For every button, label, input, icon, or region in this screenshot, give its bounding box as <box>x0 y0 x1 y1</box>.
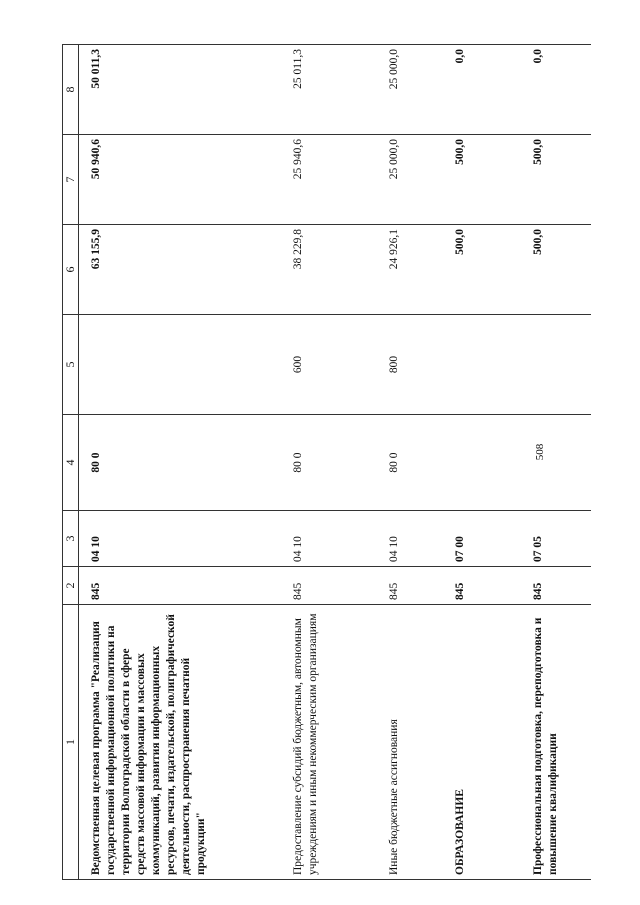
row-name: ОБРАЗОВАНИЕ <box>441 605 519 880</box>
rotated-table-container <box>62 45 617 880</box>
header-col-5: 5 <box>63 315 79 415</box>
header-col-7: 7 <box>63 135 79 225</box>
cell-amount-col7: 500,0 <box>519 135 591 225</box>
cell-section-code: 07 00 <box>441 511 519 567</box>
table-row <box>519 45 591 880</box>
row-name: Предоставление субсидий бюджетным, автономным учреждениям и иным некоммерческим организациям <box>279 605 375 880</box>
cell-target-code <box>519 415 591 511</box>
cell-amount-col6: 24 926,1 <box>375 225 441 315</box>
cell-amount-col7: 50 940,6 <box>79 135 280 225</box>
row-name: Иные бюджетные ассигнования <box>375 605 441 880</box>
cell-amount-col6: 500,0 <box>519 225 591 315</box>
cell-amount-col7: 25 940,6 <box>279 135 375 225</box>
page-number: 508 <box>534 443 546 461</box>
cell-expense-type <box>441 315 519 415</box>
cell-target-code: 80 0 <box>79 415 280 511</box>
cell-ministry-code: 845 <box>375 567 441 605</box>
cell-ministry-code: 845 <box>519 567 591 605</box>
cell-amount-col8: 25 011,3 <box>279 45 375 135</box>
cell-section-code: 04 10 <box>375 511 441 567</box>
header-col-2: 2 <box>63 567 79 605</box>
cell-amount-col7: 25 000,0 <box>375 135 441 225</box>
row-name: Профессиональная подготовка, переподготовка и повышение квалификации <box>519 605 591 880</box>
cell-amount-col6: 63 155,9 <box>79 225 280 315</box>
table-row <box>375 45 441 880</box>
table-row <box>79 45 280 880</box>
cell-amount-col8: 0,0 <box>441 45 519 135</box>
cell-section-code: 07 05 <box>519 511 591 567</box>
cell-ministry-code: 845 <box>441 567 519 605</box>
cell-ministry-code: 845 <box>279 567 375 605</box>
cell-amount-col8: 50 011,3 <box>79 45 280 135</box>
cell-section-code: 04 10 <box>279 511 375 567</box>
cell-amount-col8: 25 000,0 <box>375 45 441 135</box>
header-col-1: 1 <box>63 605 79 880</box>
cell-target-code <box>441 415 519 511</box>
cell-ministry-code: 845 <box>79 567 280 605</box>
table-row <box>441 45 519 880</box>
cell-section-code: 04 10 <box>79 511 280 567</box>
header-col-8: 8 <box>63 45 79 135</box>
header-col-3: 3 <box>63 511 79 567</box>
table-row <box>279 45 375 880</box>
header-col-6: 6 <box>63 225 79 315</box>
cell-target-code: 80 0 <box>375 415 441 511</box>
cell-expense-type <box>79 315 280 415</box>
header-row <box>63 45 79 880</box>
cell-expense-type: 800 <box>375 315 441 415</box>
cell-expense-type: 600 <box>279 315 375 415</box>
cell-expense-type <box>519 315 591 415</box>
cell-amount-col7: 500,0 <box>441 135 519 225</box>
header-col-4: 4 <box>63 415 79 511</box>
budget-table <box>62 44 591 880</box>
cell-target-code: 80 0 <box>279 415 375 511</box>
cell-amount-col6: 500,0 <box>441 225 519 315</box>
cell-amount-col6: 38 229,8 <box>279 225 375 315</box>
row-name: Ведомственная целевая программа "Реализация государственной информационной политики на территории Волгоградской области в сфере средств массовой информации и массовых коммуникаций, развития информационных ресурсов, печати, издательской, полиграфической деятельности, распространения печатной продукции" <box>79 605 280 880</box>
cell-amount-col8: 0,0 <box>519 45 591 135</box>
